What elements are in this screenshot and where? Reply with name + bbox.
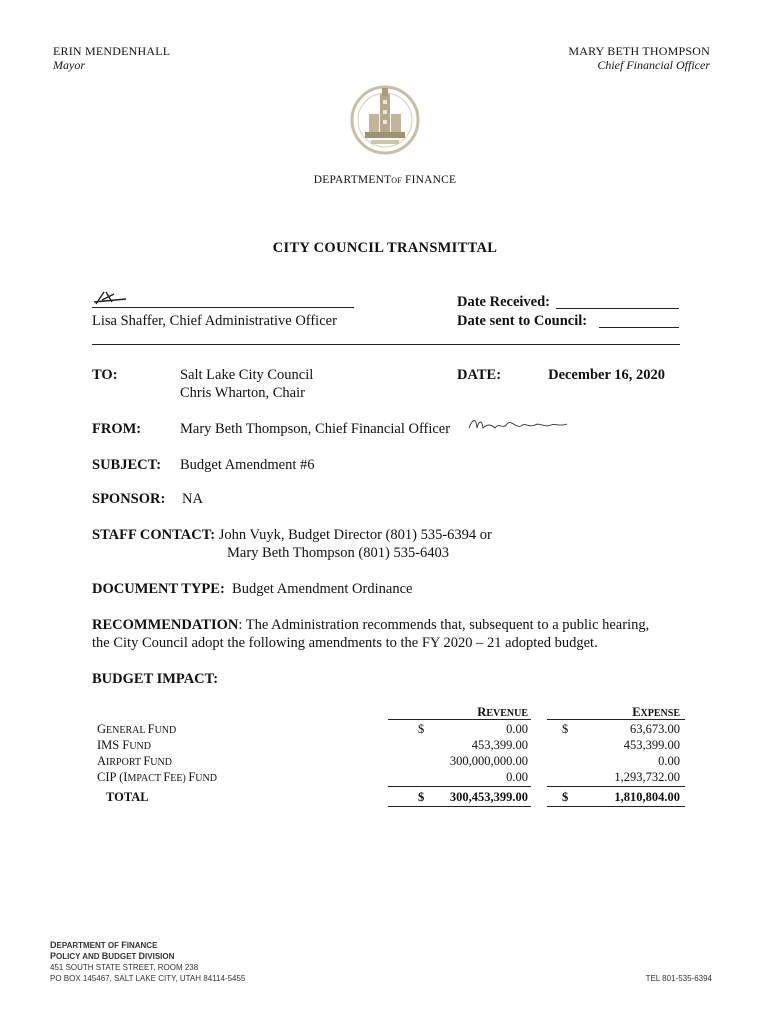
from-value: Mary Beth Thompson, Chief Financial Officer — [180, 421, 451, 437]
footer-address-line-1: 451 SOUTH STATE STREET, ROOM 238 — [50, 963, 199, 972]
mayor-name: ERIN MENDENHALL — [53, 44, 171, 58]
total-expense: 1,810,804.00 — [614, 790, 680, 804]
date-received-label: Date Received: — [457, 294, 550, 310]
expense-currency: $ — [562, 722, 569, 736]
footer-department: DEPARTMENT OF FINANCE — [50, 940, 158, 950]
revenue-currency: $ — [418, 722, 425, 736]
expense-total-rule — [547, 786, 685, 787]
table-cell-expense: 63,673.00 — [630, 722, 680, 736]
cfo-signature — [467, 416, 569, 439]
department-name: DEPARTMENTOF FINANCE — [313, 174, 457, 186]
date-sent-line — [599, 327, 679, 328]
staff-contact: STAFF CONTACT: John Vuyk, Budget Director (801) 535-6394 or — [92, 527, 492, 543]
table-row-label: AIRPORT FUND — [97, 754, 172, 768]
revenue-double-rule — [388, 806, 531, 807]
total-revenue: 300,453,399.00 — [449, 790, 528, 804]
total-revenue-currency: $ — [418, 790, 425, 804]
footer-telephone: TEL 801-535-6394 — [645, 974, 712, 983]
footer-division: POLICY AND BUDGET DIVISION — [50, 951, 175, 961]
budget-impact-label: BUDGET IMPACT: — [92, 671, 219, 687]
sponsor-label: SPONSOR: — [92, 491, 166, 507]
date-value: December 16, 2020 — [548, 367, 665, 383]
revenue-header-rule — [388, 719, 531, 720]
recommendation-line-1: RECOMMENDATION: The Administration recommends that, subsequent to a public hearing, — [92, 617, 650, 633]
footer-address-line-2: PO BOX 145467, SALT LAKE CITY, UTAH 84114-5455 — [50, 974, 246, 983]
table-row-label: CIP (IMPACT FEE) FUND — [97, 770, 217, 784]
to-label: TO: — [92, 367, 118, 383]
table-cell-revenue: 453,399.00 — [471, 738, 528, 752]
table-cell-revenue: 0.00 — [506, 770, 528, 784]
signature-line — [92, 307, 354, 308]
sponsor-value: NA — [182, 491, 203, 507]
to-line-1: Salt Lake City Council — [180, 367, 314, 383]
table-cell-revenue: 0.00 — [506, 722, 528, 736]
recommendation-line-2: the City Council adopt the following amendments to the FY 2020 – 21 adopted budget. — [92, 635, 598, 651]
cfo-title: Chief Financial Officer — [597, 58, 710, 72]
cao-name: Lisa Shaffer, Chief Administrative Officer — [92, 313, 337, 329]
from-label: FROM: — [92, 421, 142, 437]
subject-value: Budget Amendment #6 — [180, 457, 315, 473]
date-received-line — [556, 308, 679, 309]
page-title: CITY COUNCIL TRANSMITTAL — [272, 240, 498, 256]
divider — [92, 344, 680, 345]
table-cell-expense: 453,399.00 — [623, 738, 680, 752]
date-sent-label: Date sent to Council: — [457, 313, 588, 329]
table-row-label: IMS FUND — [97, 738, 151, 752]
document-type: DOCUMENT TYPE: Budget Amendment Ordinance — [92, 581, 413, 597]
revenue-header: REVENUE — [477, 705, 528, 719]
subject-label: SUBJECT: — [92, 457, 162, 473]
city-seal-icon — [349, 80, 421, 160]
to-line-2: Chris Wharton, Chair — [180, 385, 305, 401]
signature-mark — [92, 290, 132, 313]
date-label: DATE: — [457, 367, 502, 383]
mayor-title: Mayor — [53, 58, 85, 72]
table-cell-expense: 1,293,732.00 — [614, 770, 680, 784]
expense-double-rule — [547, 806, 685, 807]
total-expense-currency: $ — [562, 790, 569, 804]
staff-contact-line-2: Mary Beth Thompson (801) 535-6403 — [227, 545, 450, 561]
expense-header: EXPENSE — [632, 705, 680, 719]
total-label: TOTAL — [106, 790, 149, 804]
footer-address — [50, 940, 245, 984]
table-row-label: GENERAL FUND — [97, 722, 177, 736]
revenue-total-rule — [388, 786, 531, 787]
table-cell-revenue: 300,000,000.00 — [449, 754, 528, 768]
expense-header-rule — [547, 719, 685, 720]
table-cell-expense: 0.00 — [658, 754, 680, 768]
cfo-name: MARY BETH THOMPSON — [568, 44, 710, 58]
